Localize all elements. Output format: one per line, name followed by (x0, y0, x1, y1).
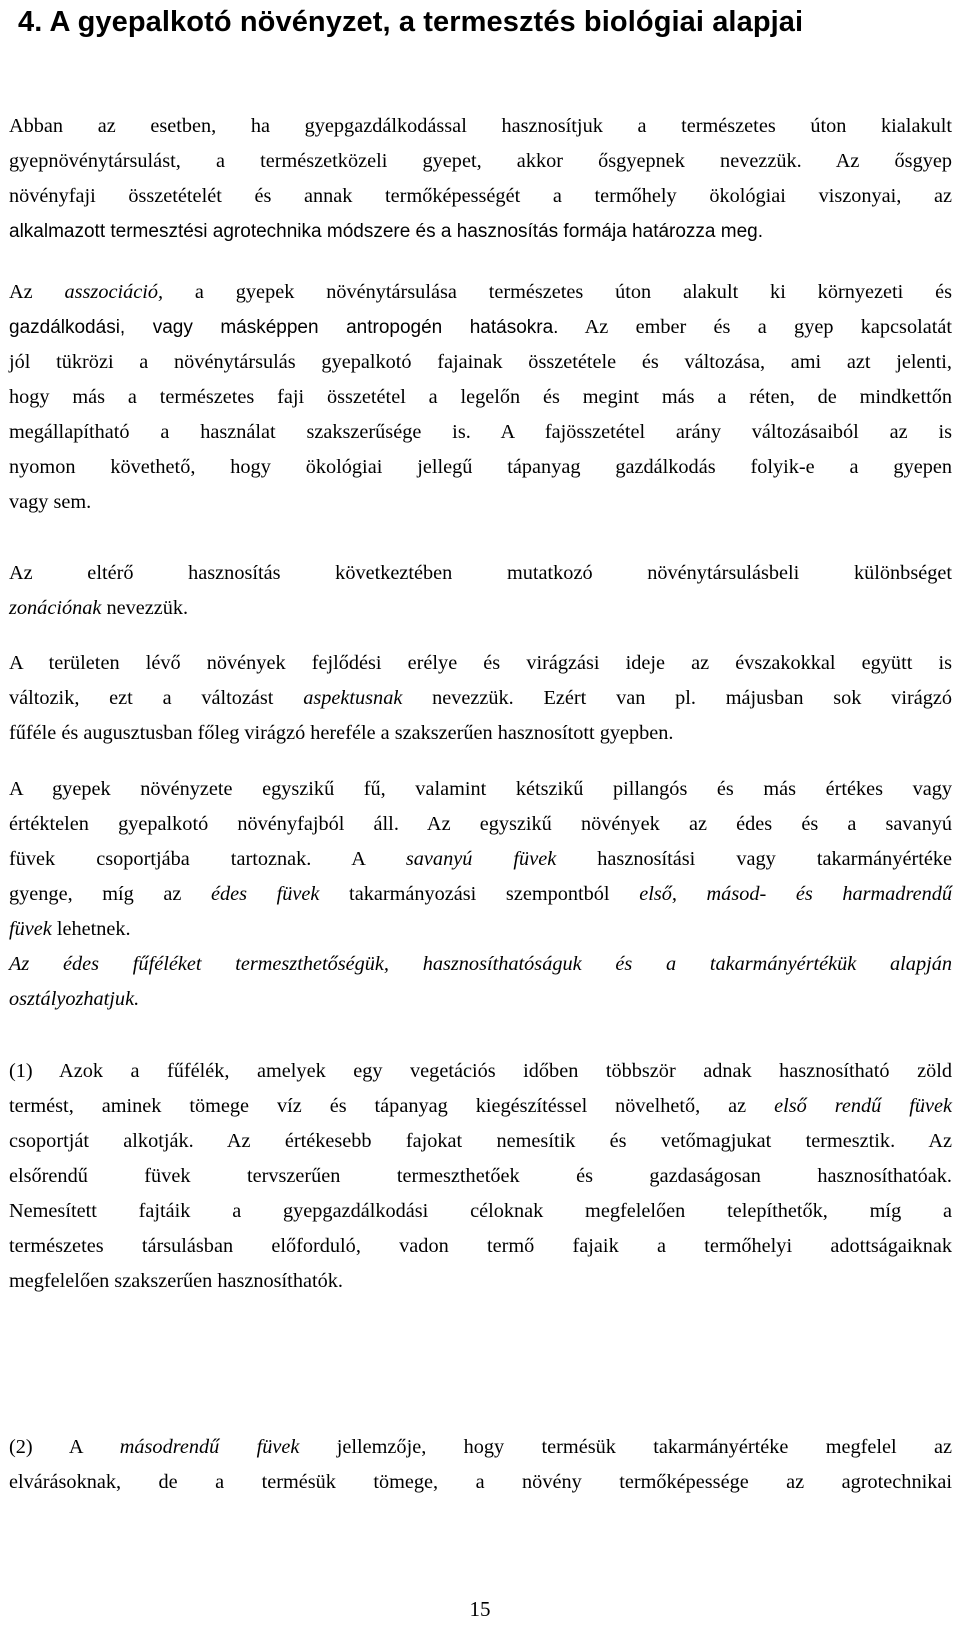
term-savanyu-fuvek: savanyú füvek (405, 848, 557, 870)
text-run: termést, aminek tömege víz és tápanyag kiegészítéssel növelhető, az (9, 1095, 775, 1117)
text-run: lehetnek. (51, 918, 131, 940)
text-run: Az (9, 281, 65, 303)
term-fuvek: füvek (9, 918, 52, 940)
paragraph-masodrendu-fuvek (9, 1430, 952, 1500)
term-masodrendu-fuvek: másodrendű füvek (119, 1436, 300, 1458)
text-run: változik, ezt a változást (9, 687, 304, 709)
text-line: növényfaji összetételét és annak termőképességét a termőhely ökológiai viszonyai, az (9, 185, 952, 207)
text-line (9, 591, 952, 626)
paragraph-elsorendu-fuvek (9, 1054, 952, 1299)
text-line (9, 310, 952, 345)
text-run: Az ember és a gyep kapcsolatát (558, 316, 953, 338)
text-line (9, 912, 952, 947)
text-line: értéktelen gyepalkotó növényfajból áll. Az egyszikű növények az édes és a savanyú (9, 813, 952, 835)
text-line: fűféle és augusztusban főleg virágzó hereféle a szakszerűen hasznosított gyepben. (9, 722, 674, 744)
term-aspektus: aspektusnak (303, 687, 403, 709)
text-line: Abban az esetben, ha gyepgazdálkodással hasznosítjuk a természetes úton kialakult (9, 115, 952, 137)
text-line: Nemesített fajtáik a gyepgazdálkodási céloknak megfelelően telepíthetők, míg a (9, 1200, 952, 1222)
text-line: (1) Azok a fűfélék, amelyek egy vegetációs időben többször adnak hasznosítható zöld (9, 1060, 952, 1082)
text-line: vagy sem. (9, 491, 92, 513)
text-line: Az eltérő hasznosítás következtében mutatkozó növénytársulásbeli különbséget (9, 562, 952, 584)
text-line (9, 877, 952, 912)
text-line (9, 1430, 952, 1465)
term-elso-rendu-fuvek: első rendű füvek (774, 1095, 952, 1117)
section-heading: 4. A gyepalkotó növényzet, a termesztés biológiai alapjai (18, 6, 804, 38)
text-line: elvárásoknak, de a termésük tömege, a növény termőképessége az agrotechnikai (9, 1471, 952, 1493)
text-line (9, 842, 952, 877)
text-run: a gyepek növénytársulása természetes úton alakult ki környezeti és (163, 281, 953, 303)
term-zonacio: zonációnak (9, 597, 102, 619)
text-run: nevezzük. (101, 597, 189, 619)
term-edes-fuvek: édes füvek (211, 883, 320, 905)
text-line: elsőrendű füvek tervszerűen termeszthetőek és gazdaságosan hasznosíthatóak. (9, 1165, 952, 1187)
paragraph-osztalyozas (9, 947, 952, 1017)
text-line: osztályozhatjuk. (9, 988, 140, 1010)
term-rendu-fuvek: első, másod- és harmadrendű (639, 883, 953, 905)
term-asszociacio: asszociáció, (64, 281, 164, 303)
text-run: (2) A (9, 1436, 120, 1458)
paragraph-gyepek-novenyzete (9, 772, 952, 947)
text-run: gazdálkodási, vagy másképpen antropogén hatásokra. (9, 317, 559, 338)
text-line: A gyepek növényzete egyszikű fű, valamint kétszikű pillangós és más értékes vagy (9, 778, 952, 800)
text-line: csoportját alkotják. Az értékesebb fajokat nemesítik és vetőmagjukat termesztik. Az (9, 1130, 952, 1152)
text-line: nyomon követhető, hogy ökológiai jellegű tápanyag gazdálkodás folyik-e a gyepen (9, 456, 952, 478)
text-line: megállapítható a használat szakszerűsége is. A fajösszetétel arány változásaiból az is (9, 421, 952, 443)
text-line (9, 1089, 952, 1124)
text-line (9, 681, 952, 716)
text-run: füvek csoportjába tartoznak. A (9, 848, 406, 870)
page-number: 15 (469, 1597, 491, 1621)
paragraph-osgyep (9, 109, 952, 249)
text-run: gyenge, míg az (9, 883, 212, 905)
text-line: hogy más a természetes faji összetétel a legelőn és megint más a réten, de mindkettőn (9, 386, 952, 408)
text-line: megfelelően szakszerűen hasznosíthatók. (9, 1270, 343, 1292)
text-run: nevezzük. Ezért van pl. májusban sok virágzó (402, 687, 952, 709)
text-line: gyepnövénytársulást, a természetközeli gyepet, akkor ősgyepnek nevezzük. Az ősgyep (9, 150, 952, 172)
text-run: takarmányozási szempontból (319, 883, 640, 905)
paragraph-zonacio (9, 556, 952, 626)
text-line: A területen lévő növények fejlődési erélye és virágzási ideje az évszakokkal együtt is (9, 652, 952, 674)
text-run: jellemzője, hogy termésük takarmányértéke megfelel az (299, 1436, 952, 1458)
text-line: Az édes fűféléket termeszthetőségük, hasznosíthatóságuk és a takarmányértékük alapján (9, 953, 952, 975)
text-line: természetes társulásban előforduló, vadon termő fajaik a termőhelyi adottságaiknak (9, 1235, 952, 1257)
text-run: hasznosítási vagy takarmányértéke (556, 848, 953, 870)
text-line: alkalmazott termesztési agrotechnika módszere és a hasznosítás formája határozza meg. (9, 221, 764, 242)
paragraph-aspektus (9, 646, 952, 751)
paragraph-asszociacio (9, 275, 952, 520)
text-line: jól tükrözi a növénytársulás gyepalkotó fajainak összetétele és változása, ami azt jelenti, (9, 351, 952, 373)
text-line (9, 275, 952, 310)
